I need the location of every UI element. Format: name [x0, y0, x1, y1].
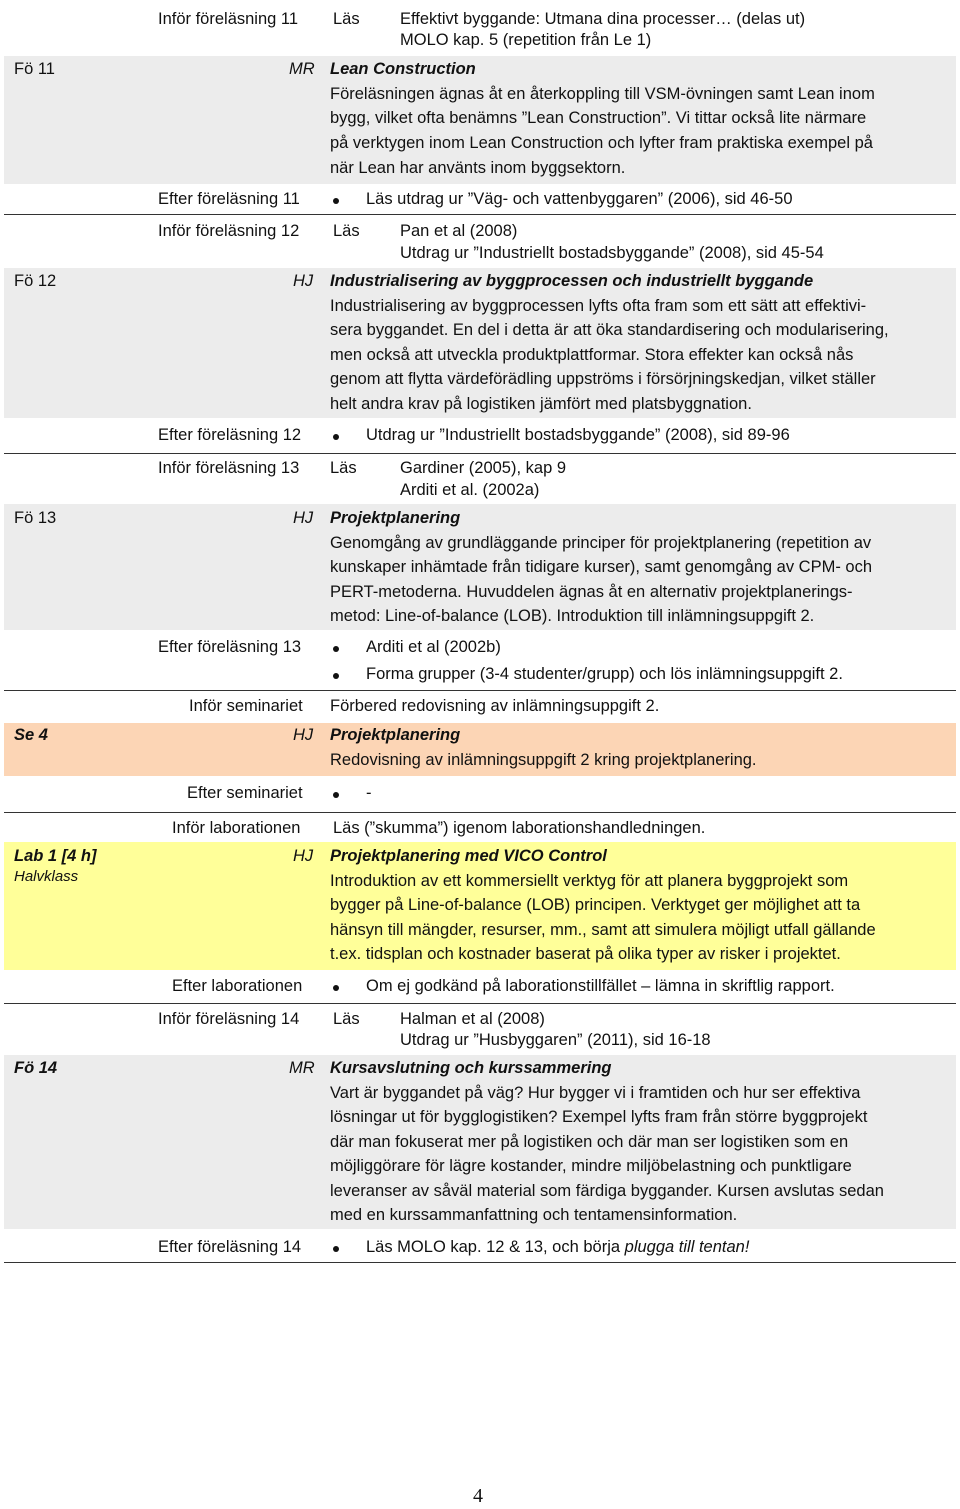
fo11-title: Lean Construction	[330, 60, 476, 78]
bullet-icon	[333, 434, 339, 440]
se4-desc-line: Redovisning av inlämningsuppgift 2 kring projektplanering.	[330, 751, 757, 769]
fo14-desc-line: lösningar ut för bygglogistiken? Exempel lyfts fram från större byggprojekt	[330, 1108, 868, 1126]
fo12-desc-line: Industrialisering av byggprocessen lyfts ofta fram som ett sätt att effektivi-	[330, 297, 867, 315]
fo12-code: Fö 12	[14, 272, 57, 290]
fo11-pre-read: Läs	[333, 10, 360, 28]
fo13-code: Fö 13	[14, 509, 57, 527]
fo12-post-item: Utdrag ur ”Industriellt bostadsbyggande” (2008), sid 89-96	[366, 426, 790, 444]
se4-code: Se 4	[14, 726, 48, 744]
bullet-icon	[333, 198, 339, 204]
fo14-pre-label: Inför föreläsning 14	[158, 1010, 300, 1028]
fo11-post-item: Läs utdrag ur ”Väg- och vattenbyggaren” (2006), sid 46-50	[366, 190, 793, 208]
fo13-pre-read: Läs	[330, 459, 357, 477]
fo11-desc-line: när Lean har använts inom byggsektorn.	[330, 159, 626, 177]
fo14-post-label: Efter föreläsning 14	[158, 1238, 302, 1256]
fo11-pre-label: Inför föreläsning 11	[158, 10, 299, 28]
fo13-desc-line: kunskaper inhämtade från tidigare kurser), samt genomgång av CPM- och	[330, 558, 873, 576]
fo12-desc-line: helt andra krav på logistiken jämfört med platsbyggnation.	[330, 395, 752, 413]
separator	[4, 214, 956, 215]
fo11-pre-item: MOLO kap. 5 (repetition från Le 1)	[400, 31, 652, 49]
bullet-icon	[333, 1246, 339, 1252]
fo13-pre-label: Inför föreläsning 13	[158, 459, 300, 477]
fo14-desc-line: med en kurssammanfattning och tentamensinformation.	[330, 1206, 738, 1224]
fo13-desc-line: Genomgång av grundläggande principer för projektplanering (repetition av	[330, 534, 872, 552]
fo11-desc-line: Föreläsningen ägnas åt en återkoppling till VSM-övningen samt Lean inom	[330, 85, 875, 103]
fo11-desc-line: på verktygen inom Lean Construction och lyfter fram praktiska exempel på	[330, 134, 873, 152]
fo14-post-prefix: Läs MOLO kap. 12 & 13, och börja	[366, 1238, 625, 1256]
separator	[4, 1003, 956, 1004]
bullet-icon	[333, 792, 339, 798]
fo13-post-item: Forma grupper (3-4 studenter/grupp) och lös inlämningsuppgift 2.	[366, 665, 843, 683]
fo14-teacher: MR	[289, 1059, 315, 1077]
fo13-desc-line: metod: Line-of-balance (LOB). Introduktion till inlämningsuppgift 2.	[330, 607, 815, 625]
fo13-post-item: Arditi et al (2002b)	[366, 638, 501, 656]
fo11-teacher: MR	[289, 60, 315, 78]
lab1-teacher: HJ	[293, 847, 314, 865]
se4-title: Projektplanering	[330, 726, 461, 744]
separator	[4, 1262, 956, 1263]
lab1-code: Lab 1 [4 h]	[14, 847, 97, 865]
fo13-pre-item: Gardiner (2005), kap 9	[400, 459, 567, 477]
fo12-teacher: HJ	[293, 272, 314, 290]
fo14-pre-item: Utdrag ur ”Husbyggaren” (2011), sid 16-18	[400, 1031, 711, 1049]
se4-post-label: Efter seminariet	[187, 784, 303, 802]
lab1-pre-text: Läs (”skumma”) igenom laborationshandledningen.	[333, 819, 706, 837]
separator	[4, 812, 956, 813]
fo13-desc-line: PERT-metoderna. Huvuddelen ägnas åt en alternativ projektplanerings-	[330, 583, 853, 601]
fo14-desc-line: Vart är byggandet på väg? Hur bygger vi i framtiden och hur ser effektiva	[330, 1084, 861, 1102]
bullet-icon	[333, 673, 339, 679]
lab1-desc-line: Introduktion av ett kommersiellt verktyg för att planera byggprojekt som	[330, 872, 849, 890]
se4-pre-label: Inför seminariet	[189, 697, 303, 715]
lab1-post-item: Om ej godkänd på laborationstillfället – lämna in skriftlig rapport.	[366, 977, 835, 995]
separator	[4, 690, 956, 691]
fo12-post-label: Efter föreläsning 12	[158, 426, 302, 444]
lab1-desc-line: bygger på Line-of-balance (LOB) principen. Verktyget ger möjlighet att ta	[330, 896, 861, 914]
fo12-title: Industrialisering av byggprocessen och industriellt byggande	[330, 272, 814, 290]
lab1-title: Projektplanering med VICO Control	[330, 847, 607, 865]
fo14-desc-line: leveranser av såväl material som färdiga byggander. Kursen avslutas sedan	[330, 1182, 884, 1200]
fo12-desc-line: sera byggandet. En del i detta är att öka standardisering och modularisering,	[330, 321, 889, 339]
fo12-desc-line: genom att flytta värdeförädling uppströms i försörjningskedjan, vilket ställer	[330, 370, 876, 388]
lab1-desc-line: hänsyn till mängder, resurser, mm., samt att simulera möjligt utfall gällande	[330, 921, 876, 939]
fo14-pre-read: Läs	[333, 1010, 360, 1028]
bullet-icon	[333, 646, 339, 652]
fo14-post-item	[366, 1238, 749, 1257]
fo14-title: Kursavslutning och kurssammering	[330, 1059, 612, 1077]
fo14-desc-line: där man fokuserat mer på logistiken och där man ser logistiken som en	[330, 1133, 849, 1151]
fo13-title: Projektplanering	[330, 509, 461, 527]
fo13-post-label: Efter föreläsning 13	[158, 638, 302, 656]
fo14-post-italic: plugga till tentan!	[624, 1238, 750, 1256]
fo12-pre-item: Pan et al (2008)	[400, 222, 518, 240]
lab1-post-label: Efter laborationen	[172, 977, 303, 995]
fo13-pre-item: Arditi et al. (2002a)	[400, 481, 540, 499]
fo14-code: Fö 14	[14, 1059, 58, 1077]
se4-teacher: HJ	[293, 726, 314, 744]
fo12-desc-line: men också att utveckla produktplattformar. Stora effekter kan också nås	[330, 346, 854, 364]
fo13-teacher: HJ	[293, 509, 314, 527]
fo11-post-label: Efter föreläsning 11	[158, 190, 300, 208]
lab1-pre-label: Inför laborationen	[172, 819, 301, 837]
fo14-desc-line: möjliggörare för lägre kostander, mindre miljöbelastning och punktligare	[330, 1157, 852, 1175]
page-number: 4	[473, 1485, 483, 1507]
lab1-desc-line: t.ex. tidsplan och kostnader baserat på olika typer av risker i projektet.	[330, 945, 841, 963]
se4-post-item: -	[366, 784, 372, 802]
fo12-pre-read: Läs	[333, 222, 360, 240]
fo14-pre-item: Halman et al (2008)	[400, 1010, 545, 1028]
fo11-desc-line: bygg, vilket ofta benämns ”Lean Construction”. Vi tittar också lite närmare	[330, 109, 867, 127]
fo11-pre-item: Effektivt byggande: Utmana dina processer… (delas ut)	[400, 10, 806, 28]
fo12-pre-label: Inför föreläsning 12	[158, 222, 300, 240]
fo11-code: Fö 11	[14, 60, 55, 78]
fo12-pre-item: Utdrag ur ”Industriellt bostadsbyggande” (2008), sid 45-54	[400, 244, 824, 262]
bullet-icon	[333, 985, 339, 991]
lab1-sub: Halvklass	[14, 868, 79, 885]
se4-pre-text: Förbered redovisning av inlämningsuppgift 2.	[330, 697, 660, 715]
separator	[4, 453, 956, 454]
